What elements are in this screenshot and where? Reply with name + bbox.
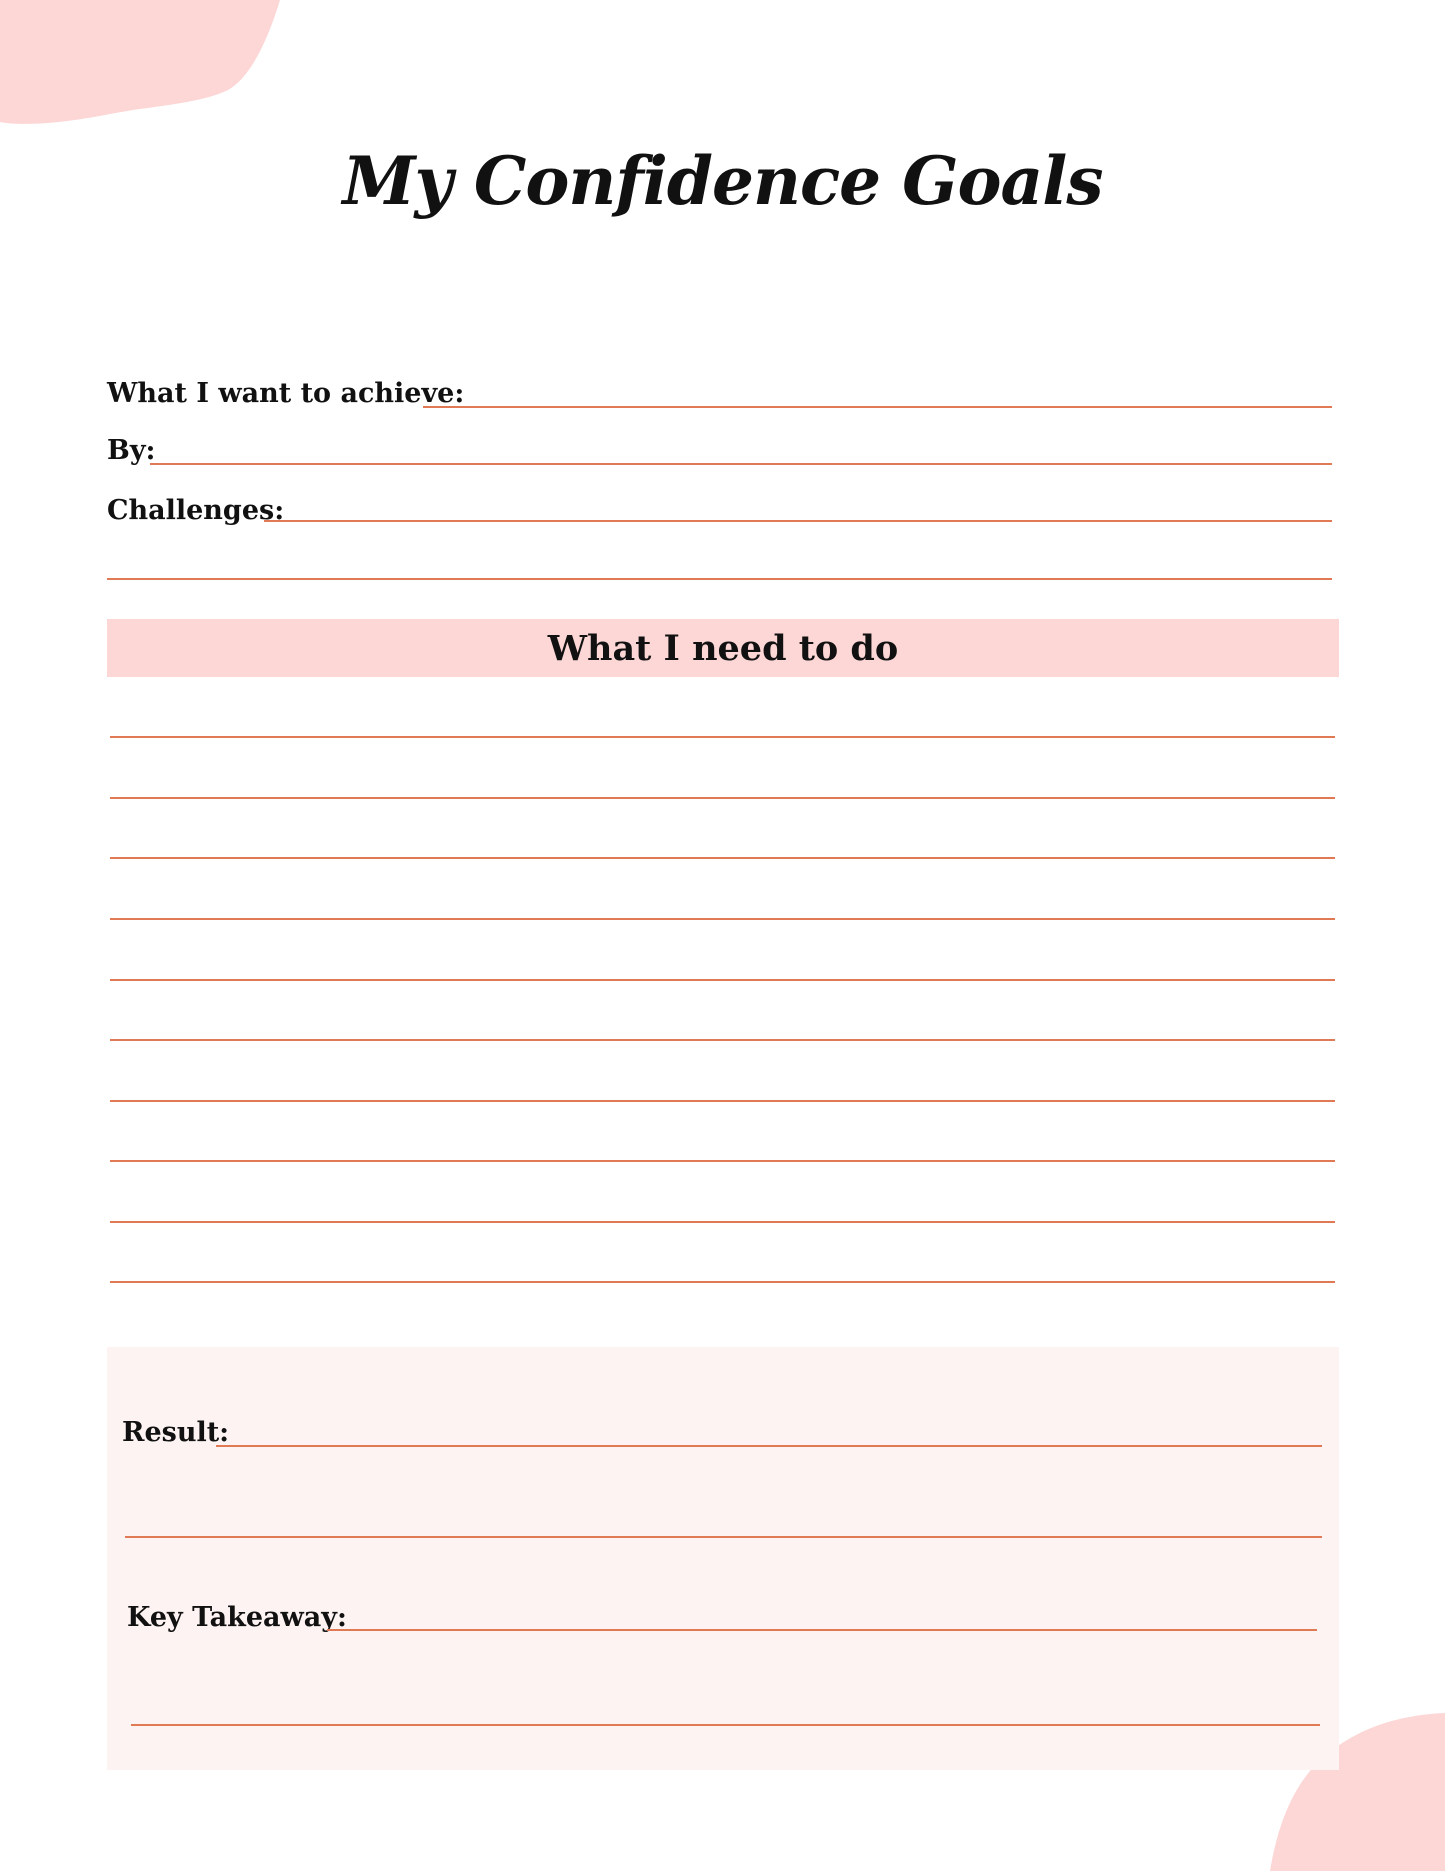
by-label: By:: [107, 435, 156, 466]
task-line[interactable]: [110, 736, 1335, 738]
result-line[interactable]: [216, 1445, 1322, 1447]
task-line[interactable]: [110, 979, 1335, 981]
decorative-blob-top-left: [0, 0, 290, 130]
task-line[interactable]: [110, 918, 1335, 920]
task-line[interactable]: [110, 1281, 1335, 1283]
key-takeaway-line-2[interactable]: [131, 1724, 1320, 1726]
summary-box: [107, 1347, 1339, 1770]
task-line[interactable]: [110, 857, 1335, 859]
task-line[interactable]: [110, 797, 1335, 799]
result-label: Result:: [122, 1417, 230, 1448]
challenges-line-2[interactable]: [107, 578, 1332, 580]
challenges-line[interactable]: [264, 520, 1332, 522]
section-heading: What I need to do: [547, 628, 899, 669]
task-line[interactable]: [110, 1039, 1335, 1041]
key-takeaway-line[interactable]: [327, 1629, 1317, 1631]
achieve-line[interactable]: [423, 406, 1332, 408]
by-line[interactable]: [150, 463, 1332, 465]
section-header-band: [107, 619, 1339, 677]
task-line[interactable]: [110, 1100, 1335, 1102]
task-line[interactable]: [110, 1160, 1335, 1162]
achieve-label: What I want to achieve:: [107, 378, 465, 409]
result-line-2[interactable]: [125, 1536, 1322, 1538]
task-line[interactable]: [110, 1221, 1335, 1223]
page-title: My Confidence Goals: [342, 142, 1103, 220]
challenges-label: Challenges:: [107, 495, 285, 526]
key-takeaway-label: Key Takeaway:: [127, 1602, 347, 1633]
